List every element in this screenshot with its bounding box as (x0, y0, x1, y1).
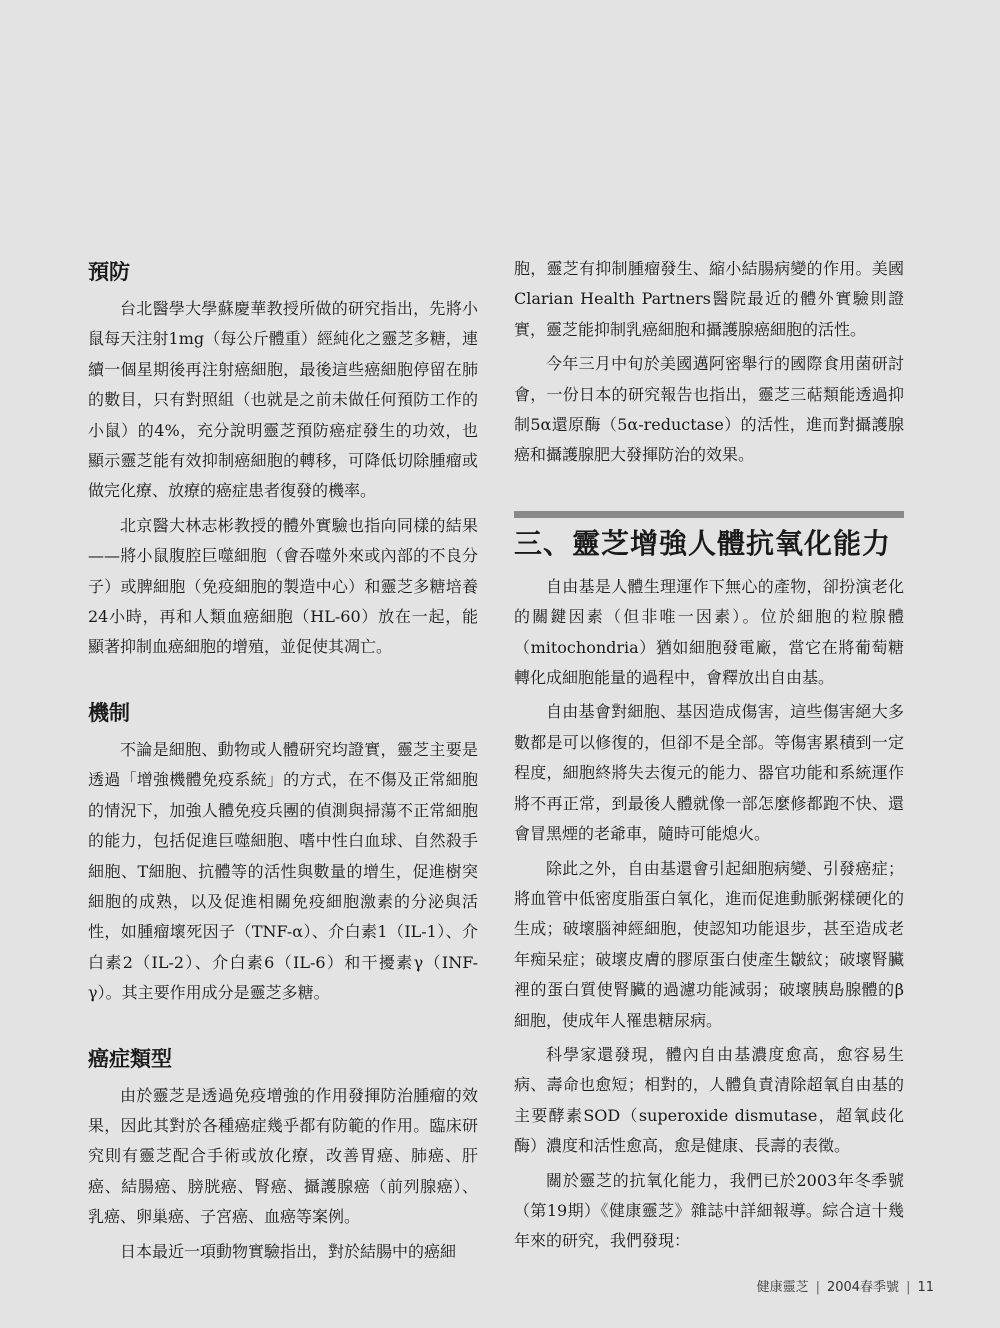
footer-separator: | (906, 1280, 911, 1295)
footer-issue: 2004春季號 (826, 1280, 900, 1295)
paragraph: 自由基會對細胞、基因造成傷害，這些傷害絕大多數都是可以修復的，但卻不是全部。等傷害累積到一定程度，細胞終將失去復元的能力、器官功能和系統運作將不再正常，到最後人體就像一部怎麼修都跑不快、還會冒黑煙的老爺車，隨時可能熄火。 (514, 702, 904, 844)
paragraph: 今年三月中旬於美國邁阿密舉行的國際食用菌研討會，一份日本的研究報告也指出，靈芝三萜類能透過抑制5α還原酶（5α-reductase）的活性，進而對攝護腺癌和攝護腺肥大發揮防治的效果。 (514, 354, 904, 465)
footer-separator: | (815, 1280, 820, 1295)
paragraph: 關於靈芝的抗氧化能力，我們已於2003年冬季號（第19期）《健康靈芝》雜誌中詳細報導。綜合這十幾年來的研究，我們發現： (514, 1170, 904, 1251)
paragraph: 自由基是人體生理運作下無心的產物，卻扮演老化的關鍵因素（但非唯一因素）。位於細胞的粒腺體（mitochondria）猶如細胞發電廠，當它在將葡萄糖轉化成細胞能量的過程中，會釋放出自由基。 (514, 576, 904, 688)
page-footer (757, 1276, 934, 1295)
paragraph: 由於靈芝是透過免疫增強的作用發揮防治腫瘤的效果，因此其對於各種癌症幾乎都有防範的作用。臨床研究則有靈芝配合手術或放化療，改善胃癌、肺癌、肝癌、結腸癌、膀胱癌、腎癌、攝護腺癌（前列腺癌）、乳癌、卵巢癌、子宮癌、血癌等案例。 (88, 1085, 478, 1227)
paragraph: 胞，靈芝有抑制腫瘤發生、縮小結腸病變的作用。美國Clarian Health Partners醫院最近的體外實驗則證實，靈芝能抑制乳癌細胞和攝護腺癌細胞的活性。 (514, 259, 904, 339)
page-number: 11 (917, 1280, 934, 1295)
paragraph: 科學家還發現，體內自由基濃度愈高，愈容易生病、壽命也愈短；相對的，人體負責清除超氧自由基的主要酵素SOD（superoxide dismutase，超氧歧化酶）濃度和活性愈高，愈是健康、長壽的表徵。 (514, 1044, 904, 1156)
section-heading-cancer-types: 癌症類型 (88, 1046, 172, 1071)
footer-magazine-name: 健康靈芝 (756, 1280, 809, 1295)
paragraph: 日本最近一項動物實驗指出，對於結腸中的癌細 (120, 1241, 457, 1261)
section-heading-prevention: 預防 (88, 260, 130, 284)
paragraph: 台北醫學大學蘇慶華教授所做的研究指出，先將小鼠每天注射1mg（每公斤體重）經純化之靈芝多糖，連續一個星期後再注射癌細胞，最後這些癌細胞停留在肺的數目，只有對照組（也就是之前未做任何預防工作的小鼠）的4%，充分說明靈芝預防癌症發生的功效，也顯示靈芝能有效抑制癌細胞的轉移，可降低切除腫瘤或做完化療、放療的癌症患者復發的機率。 (88, 299, 478, 501)
paragraph: 除此之外，自由基還會引起細胞病變、引發癌症；將血管中低密度脂蛋白氧化，進而促進動脈粥樣硬化的生成；破壞腦神經細胞，使認知功能退步，甚至造成老年痴呆症；破壞皮膚的膠原蛋白使產生皺紋；破壞腎臟裡的蛋白質使腎臟的過濾功能減弱；破壞胰島腺體的β細胞，使成年人罹患糖尿病。 (514, 858, 904, 1030)
left-column (88, 254, 478, 1271)
paragraph: 北京醫大林志彬教授的體外實驗也指向同樣的結果——將小鼠腹腔巨噬細胞（會吞噬外來或內部的不良分子）或脾細胞（免疫細胞的製造中心）和靈芝多糖培養24小時，再和人類血癌細胞（HL-60）放在一起，能顯著抑制血癌細胞的增殖，並促使其凋亡。 (88, 515, 478, 657)
chapter-divider-bar (514, 511, 904, 518)
paragraph: 不論是細胞、動物或人體研究均證實，靈芝主要是透過「增強機體免疫系統」的方式，在不傷及正常細胞的情況下，加強人體免疫兵團的偵測與掃蕩不正常細胞的能力，包括促進巨噬細胞、嗜中性白血球、自然殺手細胞、T細胞、抗體等的活性與數量的增生，促進樹突細胞的成熟，以及促進相關免疫細胞激素的分泌與活性，如腫瘤壞死因子（TNF-α）、介白素1（IL-1）、介白素2（IL-2）、介白素6（IL-6）和干擾素γ（INF-γ）。其主要作用成分是靈芝多糖。 (88, 739, 478, 1003)
chapter-title: 三、靈芝增強人體抗氧化能力 (514, 526, 892, 560)
right-column (514, 254, 904, 1261)
section-heading-mechanism: 機制 (88, 700, 130, 725)
